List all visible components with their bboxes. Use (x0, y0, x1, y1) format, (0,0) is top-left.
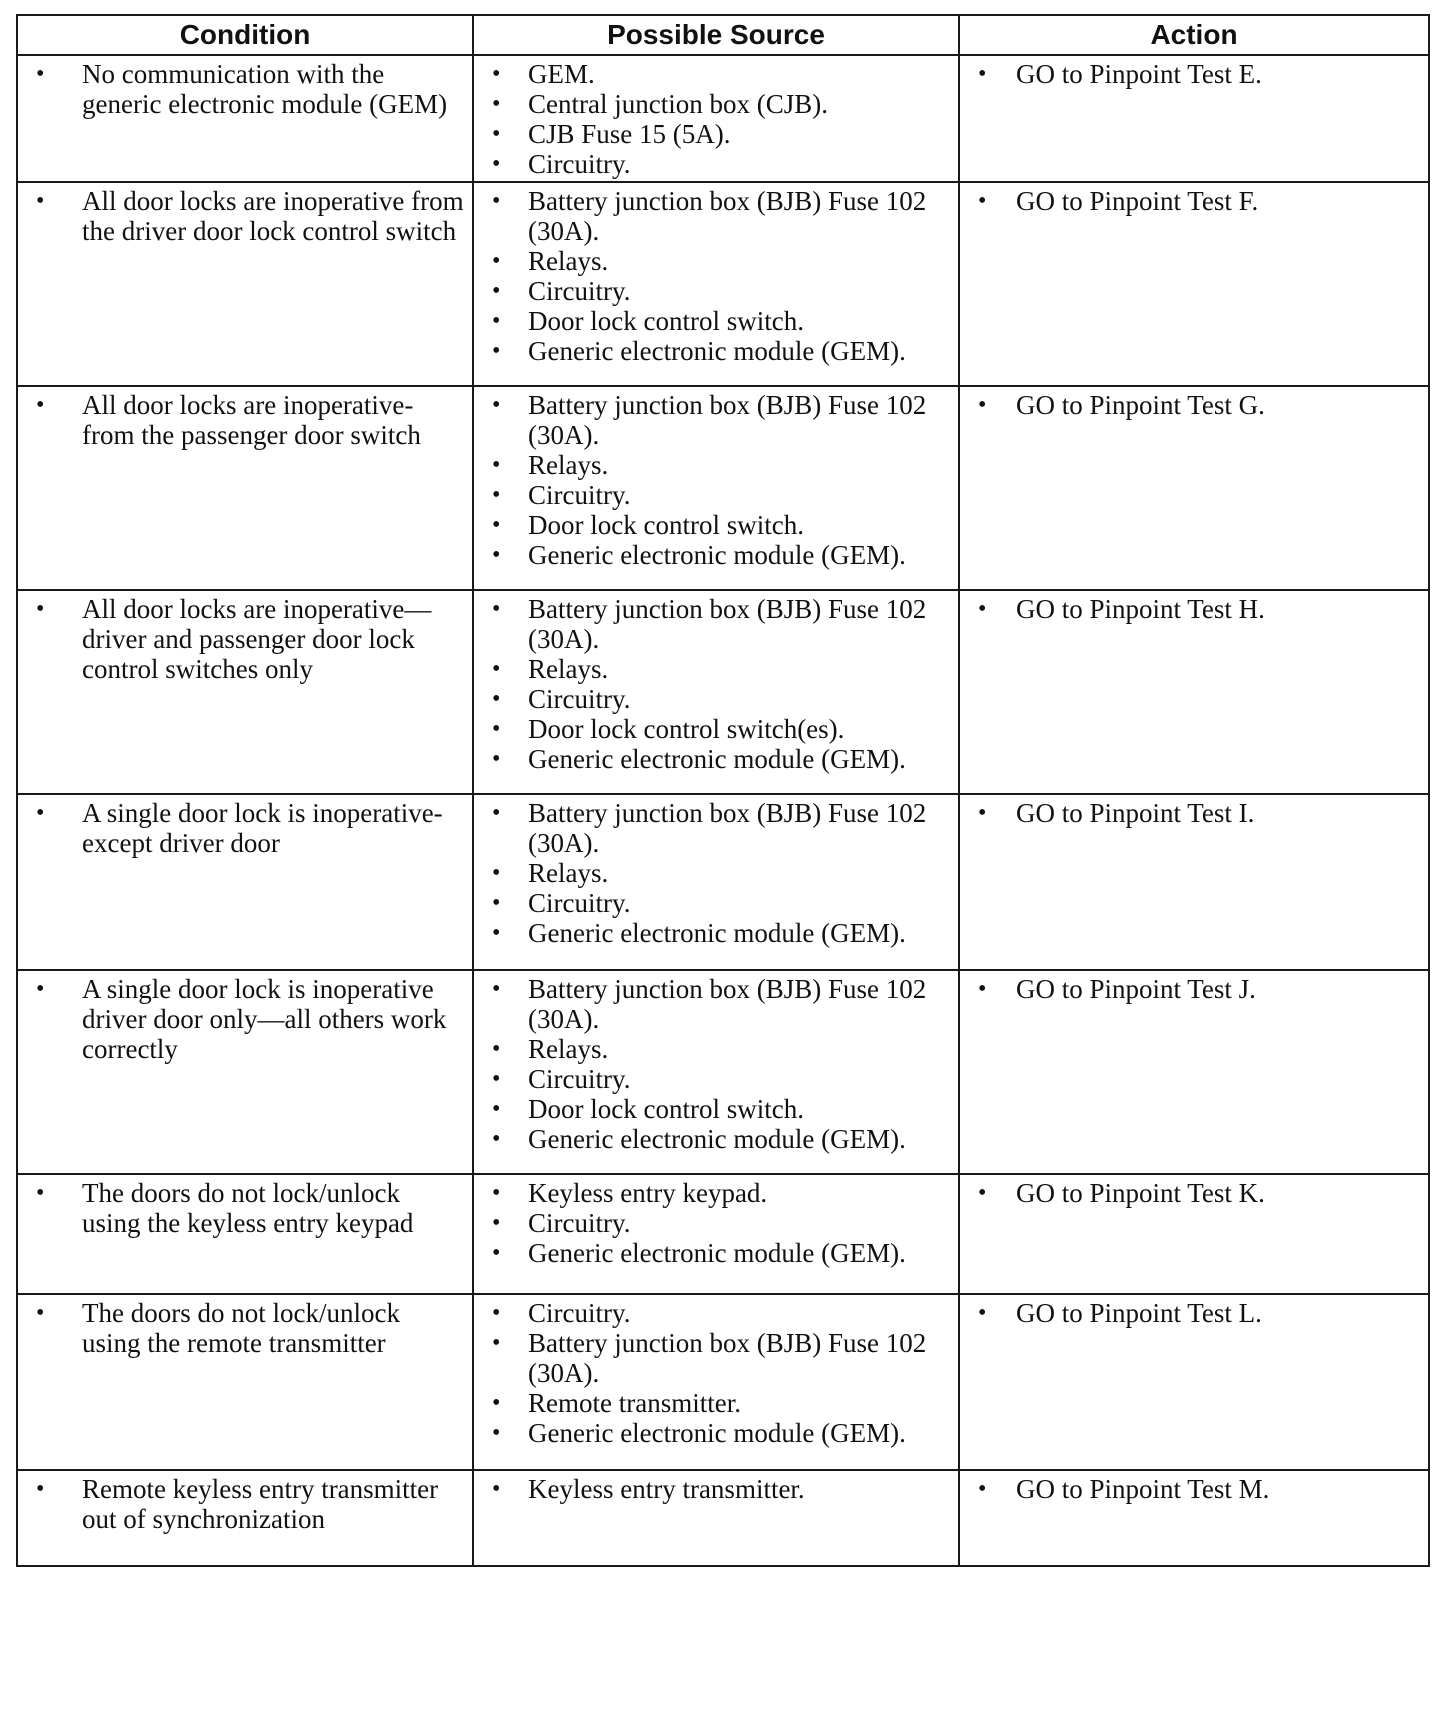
source-item: • Battery junction box (BJB) Fuse 102 (30A). (482, 974, 950, 1034)
source-item: • Circuitry. (482, 1064, 950, 1094)
table-row (17, 182, 1429, 386)
source-item: • Relays. (482, 246, 950, 276)
action-text: • GO to Pinpoint Test J. (968, 974, 1420, 1004)
source-item: • Door lock control switch. (482, 1094, 950, 1124)
source-item: • Generic electronic module (GEM). (482, 1124, 950, 1154)
condition-text: • The doors do not lock/unlock using the remote transmitter (26, 1298, 464, 1358)
source-item: • Generic electronic module (GEM). (482, 1418, 950, 1448)
action-cell (959, 1294, 1429, 1470)
source-cell (473, 794, 959, 970)
source-item: • Remote transmitter. (482, 1388, 950, 1418)
source-item: • Generic electronic module (GEM). (482, 336, 950, 366)
action-text: • GO to Pinpoint Test L. (968, 1298, 1420, 1328)
condition-cell (17, 1294, 473, 1470)
source-item: • Circuitry. (482, 149, 950, 179)
source-cell (473, 386, 959, 590)
condition-text: • A single door lock is inoperative driver door only—all others work correctly (26, 974, 464, 1064)
source-item: • Circuitry. (482, 1298, 950, 1328)
table-row (17, 55, 1429, 182)
source-item: • Central junction box (CJB). (482, 89, 950, 119)
action-cell (959, 1470, 1429, 1566)
action-text: • GO to Pinpoint Test F. (968, 186, 1420, 216)
table-row (17, 1294, 1429, 1470)
source-cell (473, 182, 959, 386)
action-text: • GO to Pinpoint Test E. (968, 59, 1420, 89)
source-item: • Circuitry. (482, 276, 950, 306)
source-item: • CJB Fuse 15 (5A). (482, 119, 950, 149)
action-header: Action (959, 15, 1429, 55)
condition-cell (17, 794, 473, 970)
source-item: • Door lock control switch(es). (482, 714, 950, 744)
source-item: • Relays. (482, 654, 950, 684)
condition-text: • All door locks are inoperative from the driver door lock control switch (26, 186, 464, 246)
condition-text: • A single door lock is inoperative-except driver door (26, 798, 464, 858)
table-row (17, 590, 1429, 794)
source-item: • Battery junction box (BJB) Fuse 102 (30A). (482, 390, 950, 450)
source-cell (473, 590, 959, 794)
source-item: • Circuitry. (482, 888, 950, 918)
source-item: • Circuitry. (482, 1208, 950, 1238)
source-item: • Generic electronic module (GEM). (482, 1238, 950, 1268)
action-text: • GO to Pinpoint Test I. (968, 798, 1420, 828)
condition-text: • All door locks are inoperative—driver and passenger door lock control switches only (26, 594, 464, 684)
source-item: • Keyless entry keypad. (482, 1178, 950, 1208)
action-cell (959, 794, 1429, 970)
source-cell (473, 55, 959, 182)
source-item: • Keyless entry transmitter. (482, 1474, 950, 1504)
source-item: • Generic electronic module (GEM). (482, 918, 950, 948)
action-text: • GO to Pinpoint Test K. (968, 1178, 1420, 1208)
source-item: • Circuitry. (482, 480, 950, 510)
source-item: • Door lock control switch. (482, 510, 950, 540)
symptom-chart-table (16, 14, 1430, 1567)
action-cell (959, 55, 1429, 182)
table-row (17, 386, 1429, 590)
source-item: • GEM. (482, 59, 950, 89)
condition-cell (17, 590, 473, 794)
source-item: • Generic electronic module (GEM). (482, 540, 950, 570)
source-cell (473, 970, 959, 1174)
source-item: • Relays. (482, 858, 950, 888)
condition-cell (17, 386, 473, 590)
source-cell (473, 1174, 959, 1294)
source-item: • Battery junction box (BJB) Fuse 102 (30A). (482, 594, 950, 654)
condition-text: • No communication with the generic electronic module (GEM) (26, 59, 464, 119)
condition-cell (17, 182, 473, 386)
source-item: • Battery junction box (BJB) Fuse 102 (30A). (482, 798, 950, 858)
condition-text: • Remote keyless entry transmitter out of synchronization (26, 1474, 464, 1534)
source-item: • Circuitry. (482, 684, 950, 714)
condition-header: Condition (17, 15, 473, 55)
source-item: • Battery junction box (BJB) Fuse 102 (30A). (482, 186, 950, 246)
action-cell (959, 1174, 1429, 1294)
action-cell (959, 590, 1429, 794)
table-row (17, 794, 1429, 970)
condition-cell (17, 1470, 473, 1566)
action-text: • GO to Pinpoint Test G. (968, 390, 1420, 420)
condition-cell (17, 1174, 473, 1294)
source-item: • Door lock control switch. (482, 306, 950, 336)
condition-text: • All door locks are inoperative-from the passenger door switch (26, 390, 464, 450)
source-item: • Relays. (482, 1034, 950, 1064)
table-row (17, 1174, 1429, 1294)
condition-cell (17, 970, 473, 1174)
source-item: • Battery junction box (BJB) Fuse 102 (30A). (482, 1328, 950, 1388)
source-item: • Generic electronic module (GEM). (482, 744, 950, 774)
condition-cell (17, 55, 473, 182)
possible-source-header: Possible Source (473, 15, 959, 55)
source-cell (473, 1470, 959, 1566)
action-text: • GO to Pinpoint Test H. (968, 594, 1420, 624)
table-row (17, 1470, 1429, 1566)
action-cell (959, 970, 1429, 1174)
action-text: • GO to Pinpoint Test M. (968, 1474, 1420, 1504)
action-cell (959, 386, 1429, 590)
action-cell (959, 182, 1429, 386)
header-row (17, 15, 1429, 55)
condition-text: • The doors do not lock/unlock using the keyless entry keypad (26, 1178, 464, 1238)
source-cell (473, 1294, 959, 1470)
source-item: • Relays. (482, 450, 950, 480)
table-row (17, 970, 1429, 1174)
diagnosis-table-page (16, 14, 1428, 1567)
